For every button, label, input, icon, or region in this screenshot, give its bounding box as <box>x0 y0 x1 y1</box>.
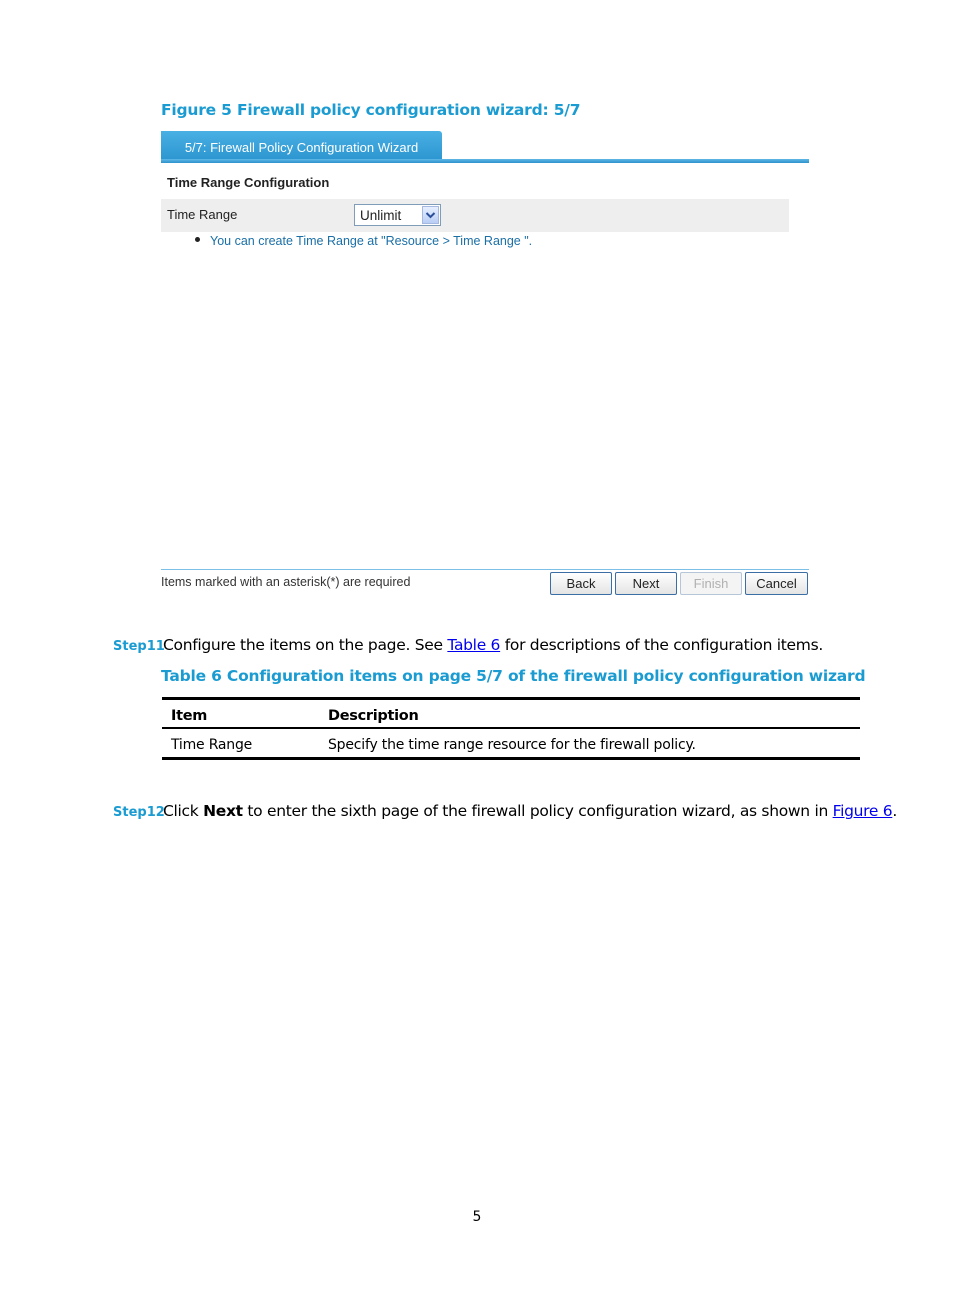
step12-text <box>163 802 897 820</box>
time-range-select[interactable] <box>354 204 441 226</box>
wizard-tab-underline <box>161 159 809 163</box>
time-range-hint: You can create Time Range at "Resource > Time Range ". <box>210 234 533 248</box>
finish-button: Finish <box>680 572 742 595</box>
step11-text-after: for descriptions of the configuration items. <box>500 636 823 654</box>
chevron-down-icon[interactable] <box>422 206 439 224</box>
next-button[interactable]: Next <box>615 572 677 595</box>
time-range-select-value: Unlimit <box>360 208 402 223</box>
step12-text-before: Click <box>163 802 204 820</box>
table-header-rule <box>162 727 860 729</box>
wizard-tab[interactable]: 5/7: Firewall Policy Configuration Wizard <box>161 131 442 162</box>
table-cell-description: Specify the time range resource for the firewall policy. <box>328 737 696 753</box>
step12-label: Step12 <box>113 805 165 820</box>
table-caption: Table 6 Configuration items on page 5/7 of the firewall policy configuration wizard <box>161 667 866 685</box>
page-number: 5 <box>472 1209 482 1225</box>
table6-link[interactable]: Table 6 <box>447 636 501 654</box>
section-title: Time Range Configuration <box>167 175 330 190</box>
step11-text-before: Configure the items on the page. See <box>163 636 448 654</box>
step11-text <box>163 636 823 654</box>
time-range-row <box>161 199 789 232</box>
cancel-button[interactable]: Cancel <box>745 572 808 595</box>
step12-text-middle: to enter the sixth page of the firewall policy configuration wizard, as shown in <box>242 802 833 820</box>
table-header-description: Description <box>328 708 419 724</box>
required-note: Items marked with an asterisk(*) are required <box>161 575 411 589</box>
time-range-label: Time Range <box>167 207 238 222</box>
figure6-link[interactable]: Figure 6 <box>832 802 893 820</box>
wizard-footer-divider <box>161 569 809 570</box>
table-cell-item: Time Range <box>171 737 253 753</box>
step12-text-after: . <box>892 802 897 820</box>
step12-bold-next: Next <box>203 802 243 820</box>
figure-caption: Figure 5 Firewall policy configuration wizard: 5/7 <box>161 101 581 119</box>
bullet-icon <box>195 237 200 242</box>
table-header-item: Item <box>171 708 208 724</box>
table-top-rule <box>162 697 860 700</box>
table-bottom-rule <box>162 757 860 760</box>
step11-label: Step11 <box>113 639 165 654</box>
back-button[interactable]: Back <box>550 572 612 595</box>
